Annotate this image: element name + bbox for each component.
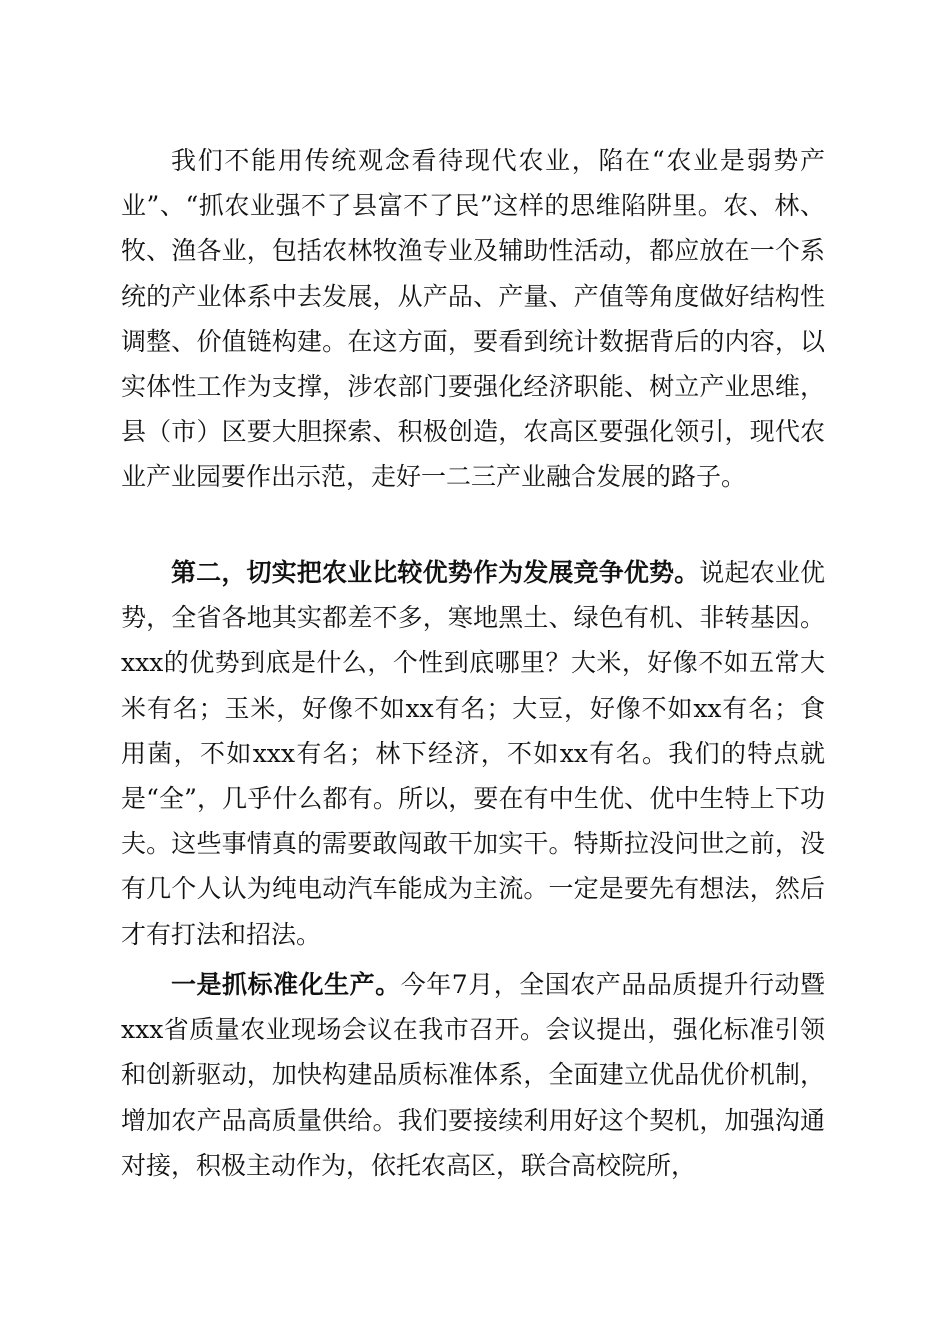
document-body	[121, 138, 825, 1188]
paragraph-3-lead: 一是抓标准化生产。	[171, 970, 401, 999]
paragraph-1-text: 我们不能用传统观念看待现代农业，陷在“农业是弱势产业”、“抓农业强不了县富不了民”这样的思维陷阱里。农、林、牧、渔各业，包括农林牧渔专业及辅助性活动，都应放在一个系统的产业体系中去发展，从产品、产量、产值等角度做好结构性调整、价值链构建。在这方面，要看到统计数据背后的内容，以实体性工作为支撑，涉农部门要强化经济职能、树立产业思维，县（市）区要大胆探索、积极创造，农高区要强化领引，现代农业产业园要作出示范，走好一二三产业融合发展的路子。	[121, 146, 825, 492]
paragraph-3	[121, 962, 825, 1188]
paragraph-2-lead: 第二，切实把农业比较优势作为发展竞争优势。	[171, 558, 700, 587]
paragraph-3-text: 今年7月，全国农产品品质提升行动暨xxx省质量农业现场会议在我市召开。会议提出，强化标准引领和创新驱动，加快构建品质标准体系，全面建立优品优价机制，增加农产品高质量供给。我们要接续利用好这个契机，加强沟通对接，积极主动作为，依托农高区，联合高校院所，	[121, 970, 825, 1180]
paragraph-1	[121, 138, 825, 544]
paragraph-2	[121, 550, 825, 956]
paragraph-2-text: 说起农业优势，全省各地其实都差不多，寒地黑土、绿色有机、非转基因。xxx的优势到底是什么，个性到底哪里？大米，好像不如五常大米有名；玉米，好像不如xx有名；大豆，好像不如xx有名；食用菌，不如xxx有名；林下经济，不如xx有名。我们的特点就是“全”，几乎什么都有。所以，要在有中生优、优中生特上下功夫。这些事情真的需要敢闯敢干加实干。特斯拉没问世之前，没有几个人认为纯电动汽车能成为主流。一定是要先有想法，然后才有打法和招法。	[121, 558, 825, 949]
